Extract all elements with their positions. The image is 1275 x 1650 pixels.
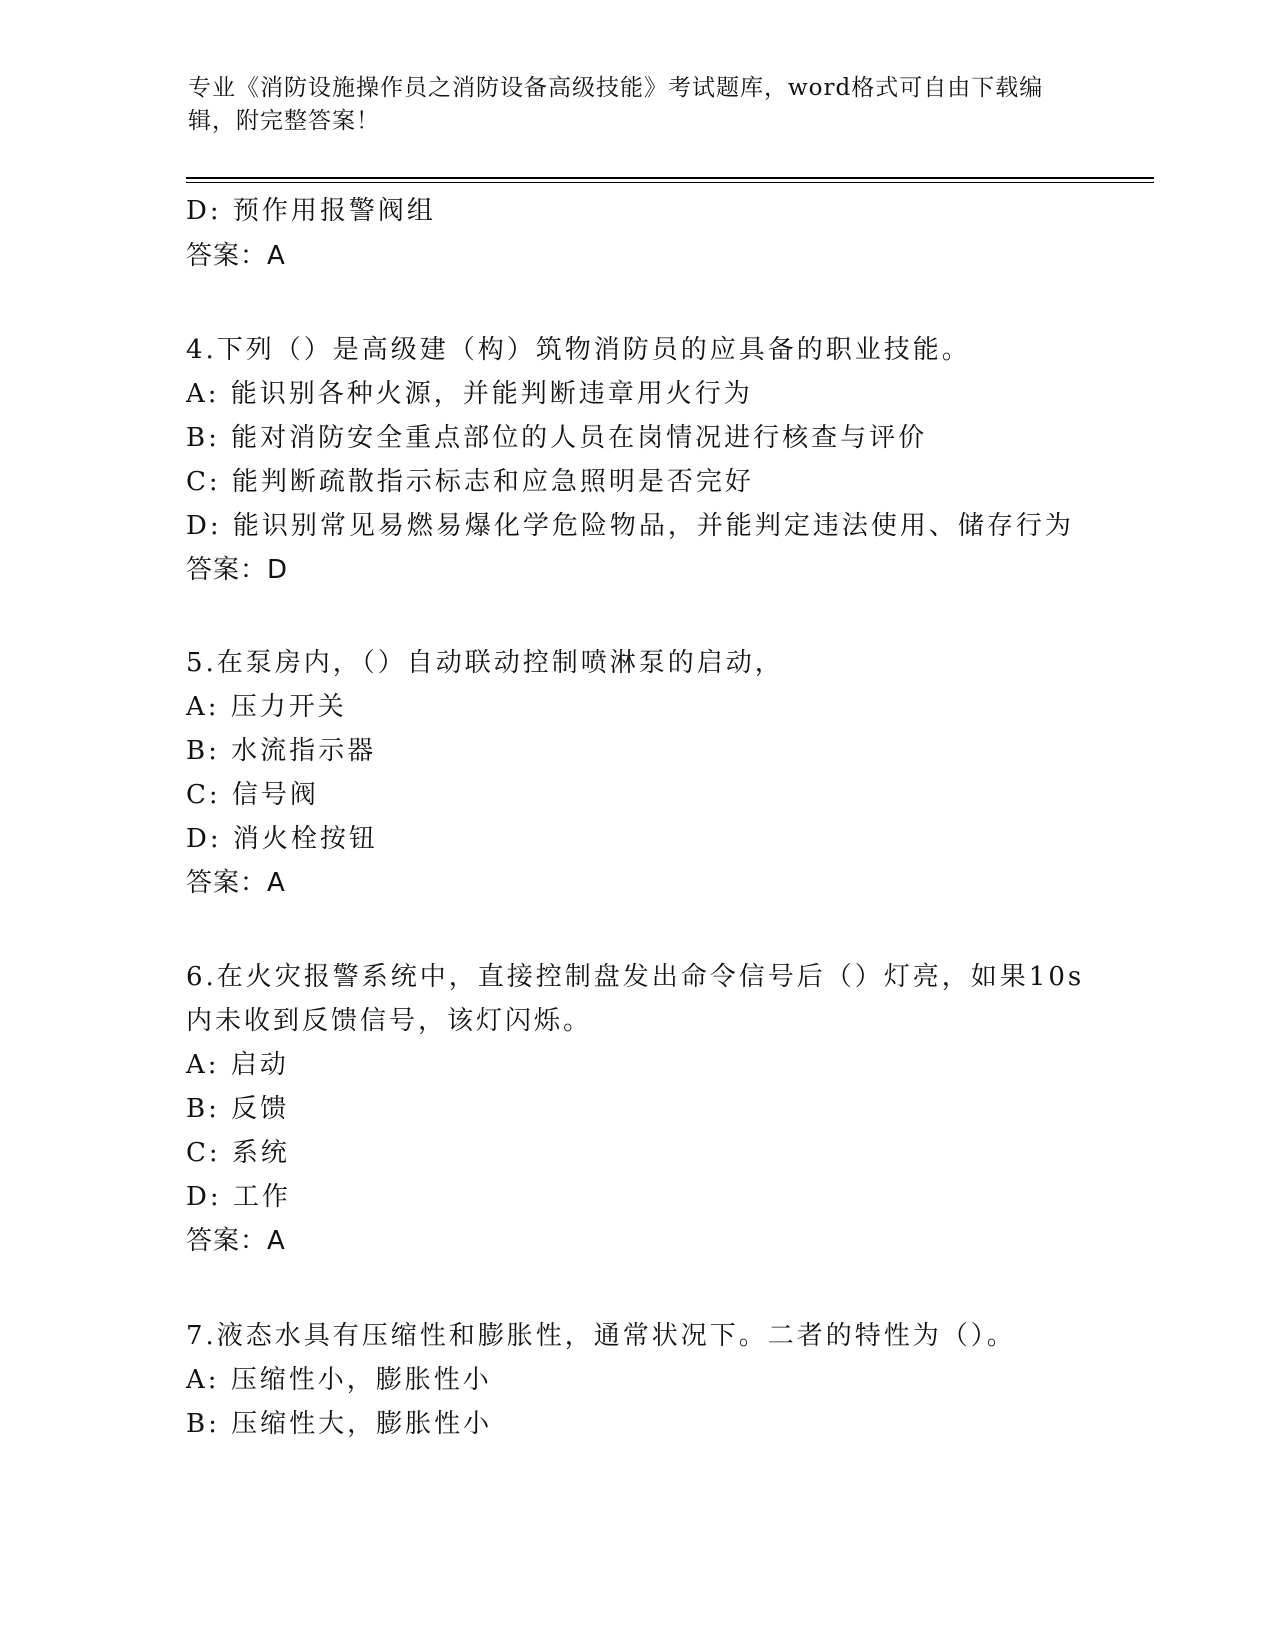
header-divider-thick — [186, 177, 1154, 179]
q4-answer: 答案：D — [186, 555, 289, 585]
q3-option-d: D: 预作用报警阀组 — [186, 196, 436, 226]
q4-option-a: A: 能识别各种火源，并能判断违章用火行为 — [186, 379, 753, 409]
q7-option-b: B: 压缩性大，膨胀性小 — [186, 1409, 493, 1439]
header-divider-thin — [186, 182, 1154, 183]
q4-option-b: B: 能对消防安全重点部位的人员在岗情况进行核查与评价 — [186, 423, 928, 453]
q7-question: 7.液态水具有压缩性和膨胀性，通常状况下。二者的特性为（）。 — [186, 1321, 1016, 1351]
q5-answer: 答案：A — [186, 868, 286, 898]
q6-option-c: C: 系统 — [186, 1138, 290, 1168]
document-header: 专业《消防设施操作员之消防设备高级技能》考试题库，word格式可自由下载编辑，附完整答案！ — [188, 75, 1044, 134]
q5-option-c: C: 信号阀 — [186, 780, 319, 810]
q5-option-b: B: 水流指示器 — [186, 736, 377, 766]
q5-option-a: A: 压力开关 — [186, 692, 347, 722]
q6-option-d: D: 工作 — [186, 1182, 291, 1212]
q6-option-a: A: 启动 — [186, 1050, 289, 1080]
q4-option-c: C: 能判断疏散指示标志和应急照明是否完好 — [186, 467, 754, 497]
q5-question: 5.在泵房内，（）自动联动控制喷淋泵的启动， — [186, 648, 784, 678]
q6-answer: 答案：A — [186, 1226, 286, 1256]
q6-option-b: B: 反馈 — [186, 1094, 290, 1124]
q6-question-line-1: 6.在火灾报警系统中，直接控制盘发出命令信号后（）灯亮，如果10s — [186, 962, 1085, 992]
q7-option-a: A: 压缩性小，膨胀性小 — [186, 1365, 492, 1395]
q4-question: 4.下列（）是高级建（构）筑物消防员的应具备的职业技能。 — [186, 335, 971, 365]
q3-answer: 答案：A — [186, 241, 286, 271]
q4-option-d: D: 能识别常见易燃易爆化学危险物品，并能判定违法使用、储存行为 — [186, 511, 1074, 541]
q6-question-line-2: 内未收到反馈信号，该灯闪烁。 — [186, 1006, 593, 1036]
q5-option-d: D: 消火栓按钮 — [186, 824, 378, 854]
